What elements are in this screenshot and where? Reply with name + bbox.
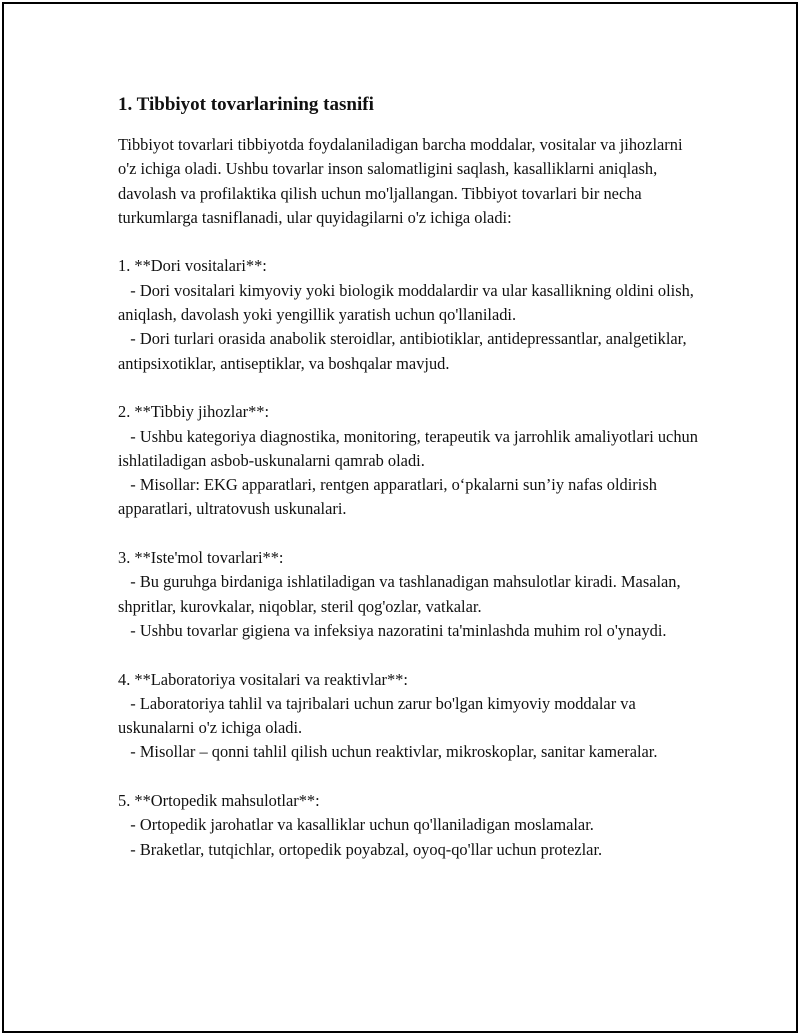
section-istemol-tovarlari [118, 546, 698, 643]
list-item: - Misollar – qonni tahlil qilish uchun reaktivlar, mikroskoplar, sanitar kameralar. [130, 742, 658, 762]
section-tibbiy-jihozlar [118, 400, 698, 521]
list-item: - Braketlar, tutqichlar, ortopedik poyabzal, oyoq-qo'llar uchun protezlar. [130, 839, 603, 859]
document-body [118, 92, 698, 862]
section-dori-vositalari [118, 254, 698, 375]
list-item: - Misollar: EKG apparatlari, rentgen apparatlari, o‘pkalarni sun’iy nafas oldirish apparatlari, ultratovush uskunalari. [118, 475, 657, 519]
document-title: 1. Tibbiyot tovarlarining tasnifi [118, 94, 374, 115]
section-laboratoriya [118, 668, 698, 765]
section-heading: 3. **Iste'mol tovarlari**: [118, 548, 284, 568]
intro-paragraph: Tibbiyot tovarlari tibbiyotda foydalaniladigan barcha moddalar, vositalar va jihozlarni o'z ichiga oladi. Ushbu tovarlar inson salomatligini saqlash, kasalliklarni aniqlash, davolash va profilaktika qilish uchun mo'ljallangan. Tibbiyot tovarlari bir necha turkumlarga tasniflanadi, ular quyidagilarni o'z ichiga oladi: [118, 135, 683, 227]
section-heading: 2. **Tibbiy jihozlar**: [118, 402, 270, 422]
list-item: - Dori vositalari kimyoviy yoki biologik moddalardir va ular kasallikning oldini olish, aniqlash, davolash yoki yengillik yaratish uchun qo'llaniladi. [118, 280, 694, 325]
list-item: - Dori turlari orasida anabolik steroidlar, antibiotiklar, antidepressantlar, analgetiklar, antipsixotiklar, antiseptiklar, va boshqalar mavjud. [118, 329, 687, 373]
list-item: - Bu guruhga birdaniga ishlatiladigan va tashlanadigan mahsulotlar kiradi. Masalan, shpritlar, kurovkalar, niqoblar, steril qog'ozlar, vatkalar. [118, 572, 681, 616]
section-heading: 5. **Ortopedik mahsulotlar**: [118, 791, 320, 811]
list-item: - Ushbu tovarlar gigiena va infeksiya nazoratini ta'minlashda muhim rol o'ynaydi. [130, 620, 667, 640]
list-item: - Ortopedik jarohatlar va kasalliklar uchun qo'llaniladigan moslamalar. [130, 815, 594, 835]
section-heading: 4. **Laboratoriya vositalari va reaktivlar**: [118, 669, 408, 689]
section-heading: 1. **Dori vositalari**: [118, 256, 267, 276]
list-item: - Laboratoriya tahlil va tajribalari uchun zarur bo'lgan kimyoviy moddalar va uskunalarni o'z ichiga oladi. [118, 693, 636, 738]
list-item: - Ushbu kategoriya diagnostika, monitoring, terapeutik va jarrohlik amaliyotlari uchun ishlatiladigan asbob-uskunalarni qamrab oladi. [118, 426, 698, 470]
section-ortopedik [118, 789, 698, 862]
